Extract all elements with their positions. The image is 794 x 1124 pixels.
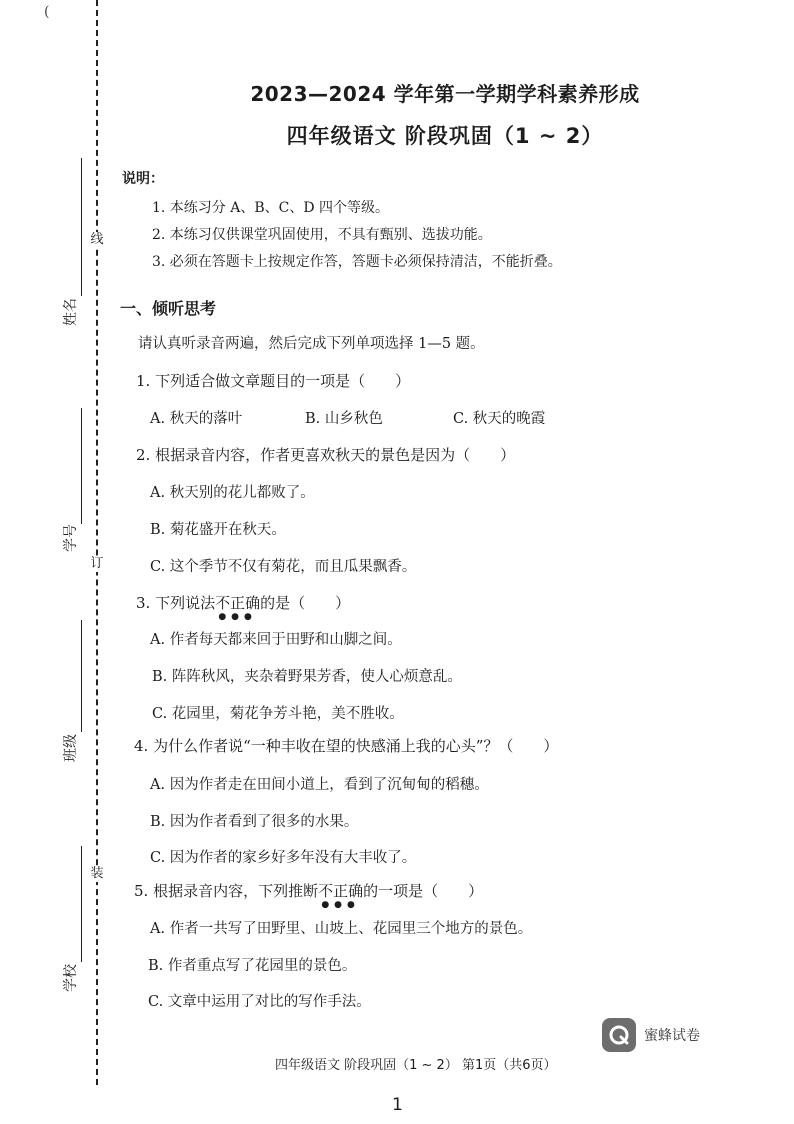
section-instruction: 请认真听录音两遍，然后完成下列单项选择 1—5 题。 (138, 336, 485, 352)
question-5-emphasis (318, 882, 364, 910)
binding-char-ding: 订 (90, 556, 104, 571)
question-5-option-b[interactable]: B. 作者重点写了花园里的景色。 (148, 958, 357, 974)
question-2-option-b[interactable]: B. 菊花盛开在秋天。 (150, 522, 286, 538)
question-1-option-a[interactable]: A. 秋天的落叶 (150, 411, 243, 427)
question-3-emphasis-text: 不正确 (215, 594, 261, 612)
question-1-option-c[interactable]: C. 秋天的晚霞 (453, 411, 546, 427)
binding-char-zhuang: 装 (90, 866, 104, 881)
question-2-option-c[interactable]: C. 这个季节不仅有菊花，而且瓜果飘香。 (150, 559, 417, 575)
bee-logo-icon (602, 1018, 636, 1052)
notes-heading: 说明： (122, 171, 164, 187)
question-3-stem-prefix: 3. 下列说法 (136, 594, 216, 612)
student-id-field-label: 学号 (63, 524, 79, 552)
question-5-option-c[interactable]: C. 文章中运用了对比的写作手法。 (148, 994, 371, 1010)
question-3-option-b[interactable]: B. 阵阵秋风，夹杂着野果芳香，使人心烦意乱。 (152, 669, 462, 685)
page-number: 1 (392, 1095, 403, 1115)
question-5-option-a[interactable]: A. 作者一共写了田野里、山坡上、花园里三个地方的景色。 (150, 921, 533, 937)
question-2-option-a[interactable]: A. 秋天别的花儿都败了。 (150, 485, 315, 501)
exam-title: 2023—2024 学年第一学期学科素养形成 (250, 82, 640, 106)
section-title: 一、倾听思考 (120, 299, 217, 318)
watermark (602, 1018, 700, 1052)
student-id-field-line[interactable] (81, 408, 82, 524)
question-3-option-c[interactable]: C. 花园里，菊花争芳斗艳，美不胜收。 (152, 706, 404, 722)
question-4-option-a[interactable]: A. 因为作者走在田间小道上，看到了沉甸甸的稻穗。 (150, 777, 489, 793)
emphasis-dots-icon: ●●● (321, 900, 360, 910)
watermark-text: 蜜蜂试卷 (644, 1028, 700, 1044)
question-1-stem: 1. 下列适合做文章题目的一项是（ ） (136, 372, 411, 390)
name-field-label: 姓名 (63, 298, 79, 326)
question-5-emphasis-text: 不正确 (318, 882, 364, 900)
question-4-option-b[interactable]: B. 因为作者看到了很多的水果。 (150, 814, 359, 830)
question-2-stem: 2. 根据录音内容，作者更喜欢秋天的景色是因为（ ） (136, 446, 516, 464)
question-5-stem (134, 880, 484, 910)
corner-mark: ( (44, 4, 50, 20)
school-field-line[interactable] (81, 846, 82, 962)
page-footer: 四年级语文 阶段巩固（1 ~ 2） 第1页（共6页） (275, 1058, 557, 1073)
emphasis-dots-icon: ●●● (218, 612, 257, 622)
exam-subtitle: 四年级语文 阶段巩固（1 ~ 2） (286, 124, 604, 148)
class-field-line[interactable] (81, 620, 82, 732)
binding-dashed-line (96, 0, 98, 1085)
question-1-option-b[interactable]: B. 山乡秋色 (305, 411, 383, 427)
class-field-label: 班级 (63, 734, 79, 762)
question-5-stem-suffix: 的一项是（ ） (363, 882, 484, 900)
question-3-stem (136, 592, 351, 622)
name-field-line[interactable] (81, 158, 82, 296)
note-item-1: 1. 本练习分 A、B、C、D 四个等级。 (152, 200, 390, 216)
question-4-option-c[interactable]: C. 因为作者的家乡好多年没有大丰收了。 (150, 850, 417, 866)
school-field-label: 学校 (63, 964, 79, 992)
note-item-2: 2. 本练习仅供课堂巩固使用，不具有甄别、选拔功能。 (152, 227, 492, 243)
question-5-stem-prefix: 5. 根据录音内容，下列推断 (134, 882, 319, 900)
question-3-stem-suffix: 的是（ ） (260, 594, 351, 612)
question-4-stem: 4. 为什么作者说“一种丰收在望的快感涌上我的心头”？（ ） (134, 737, 559, 755)
question-3-emphasis (215, 594, 261, 622)
binding-char-line: 线 (90, 232, 104, 247)
note-item-3: 3. 必须在答题卡上按规定作答，答题卡必须保持清洁，不能折叠。 (152, 254, 562, 270)
question-3-option-a[interactable]: A. 作者每天都来回于田野和山脚之间。 (150, 632, 402, 648)
